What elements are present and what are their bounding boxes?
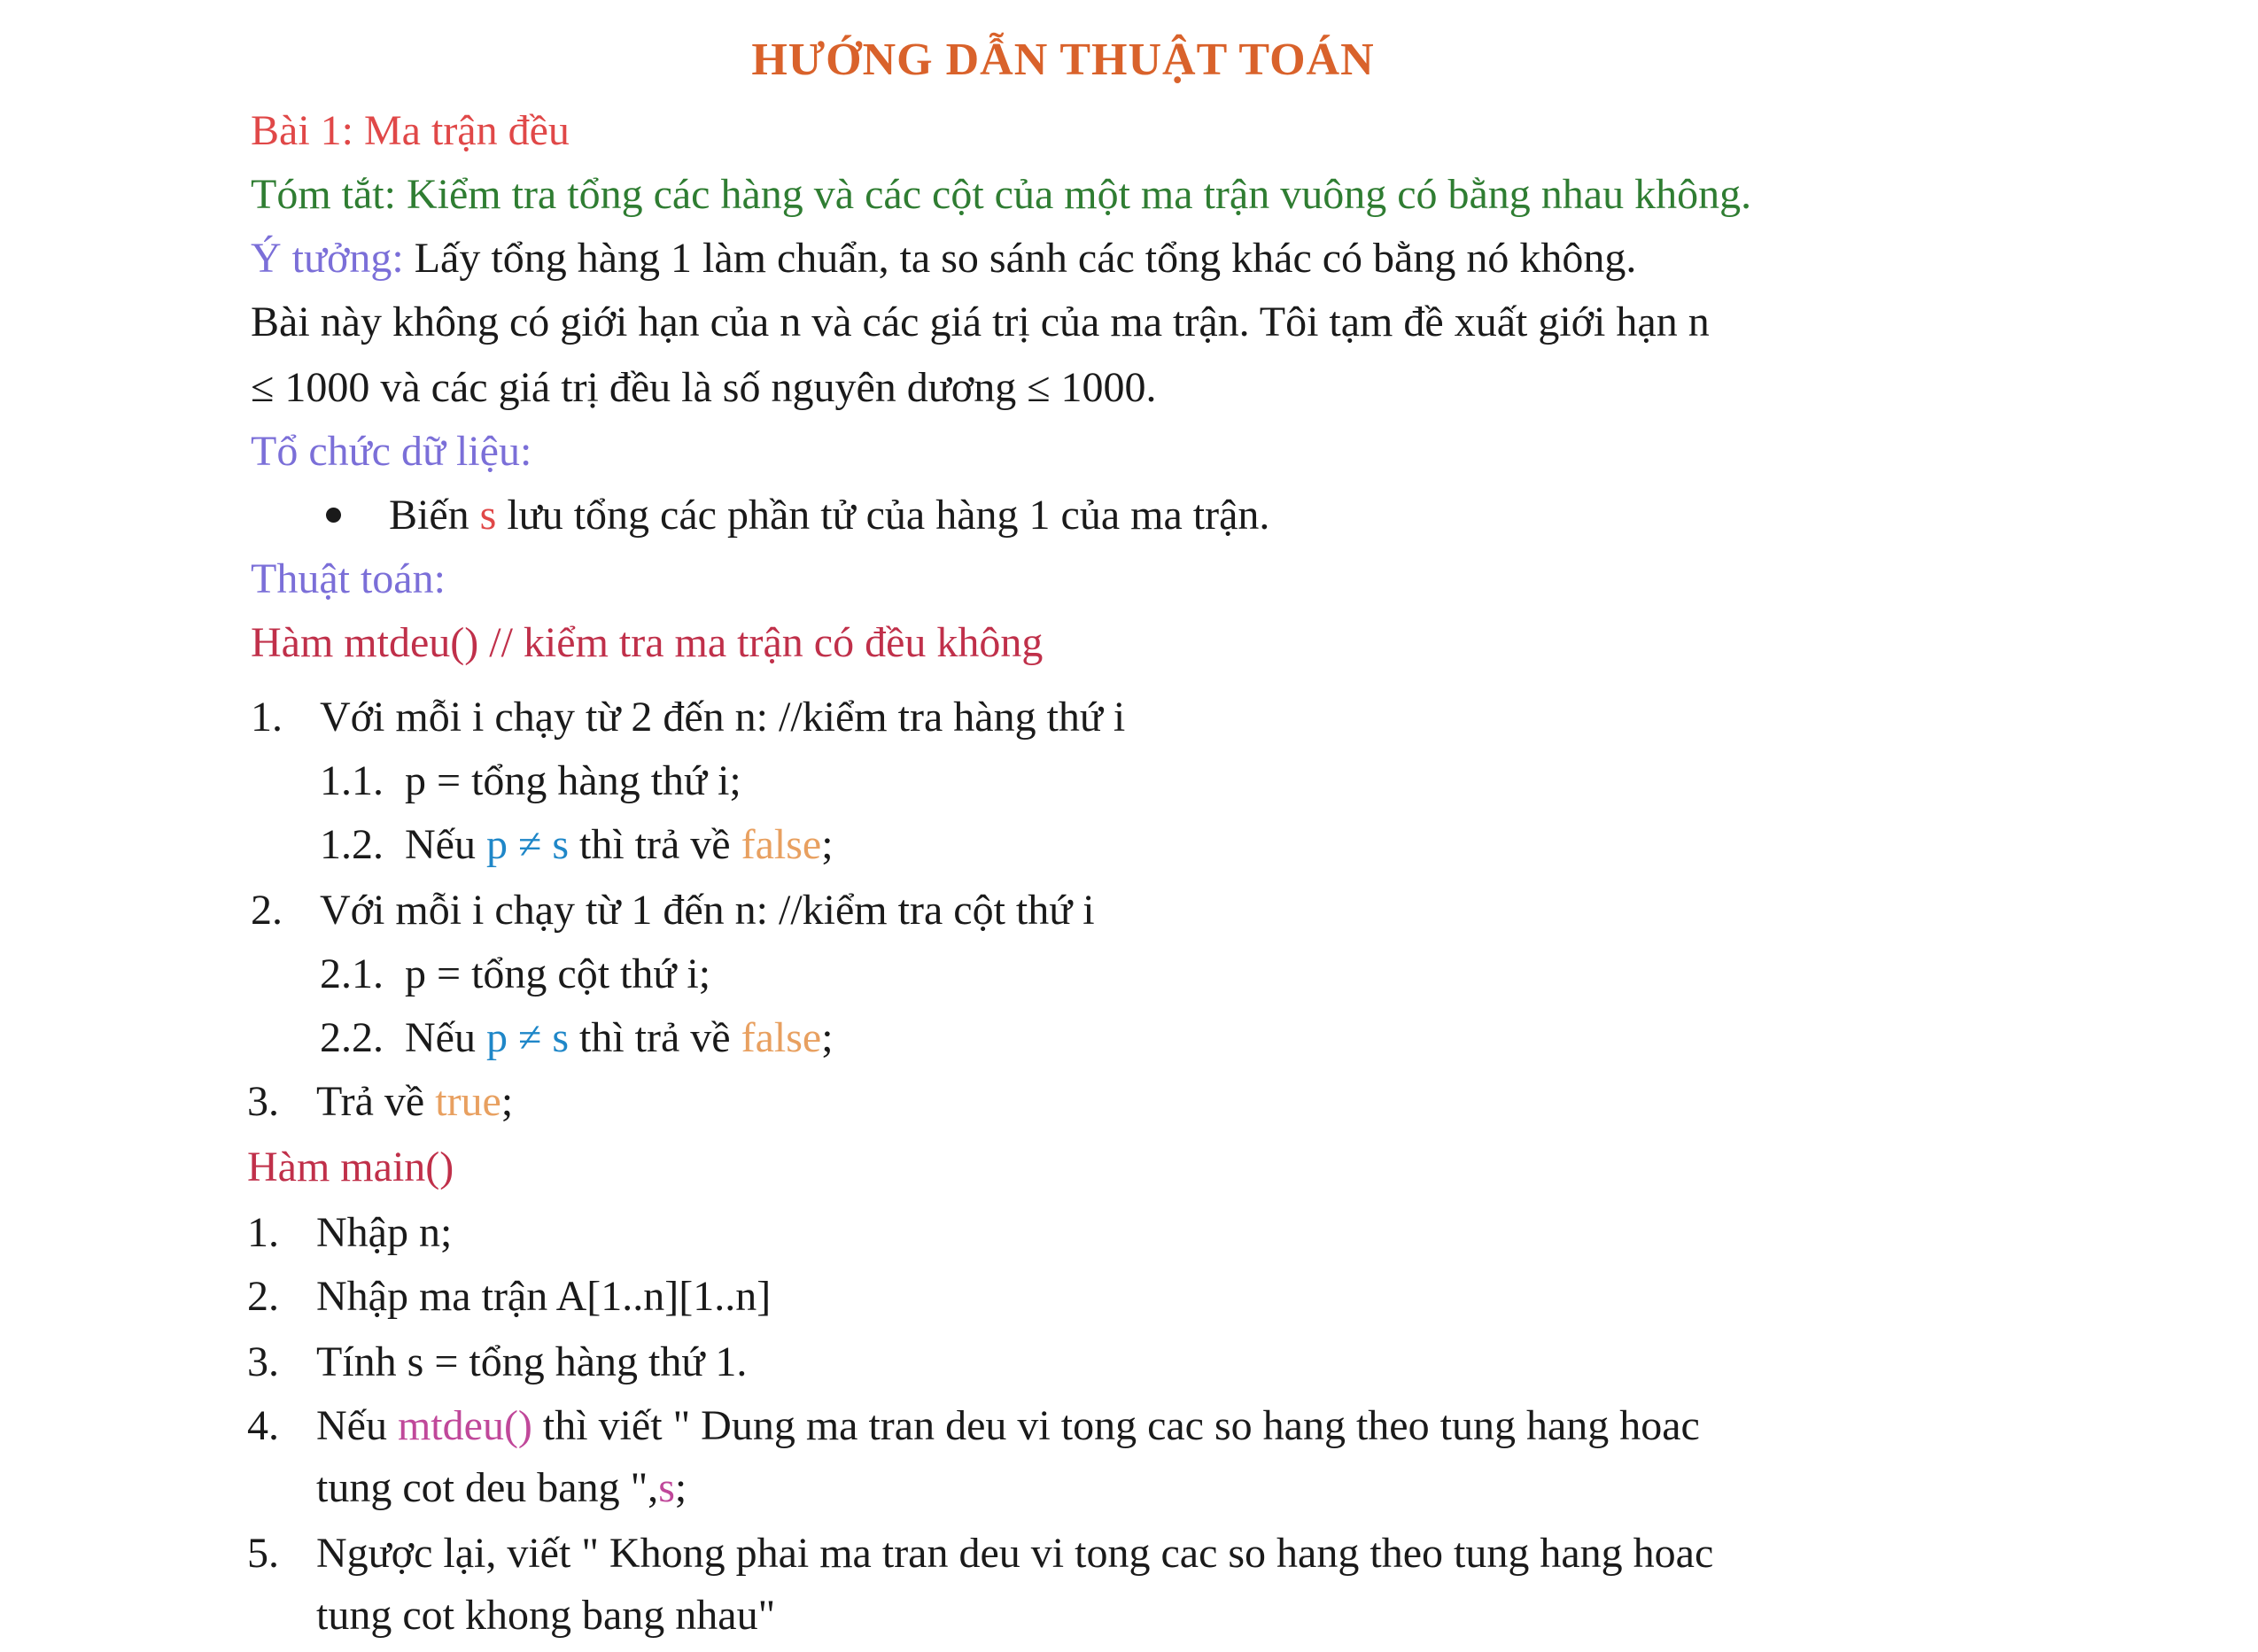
step-mid: thì trả về (569, 821, 741, 868)
condition-expression: p ≠ s (485, 1014, 569, 1061)
step-cont-pre: tung cot deu bang ", (316, 1464, 659, 1511)
step-pre: Nếu (405, 1014, 486, 1061)
idea-text: Lấy tổng hàng 1 làm chuẩn, ta so sánh các tổng khác có bằng nó không. (403, 235, 1637, 282)
step-number: 1. (251, 694, 283, 741)
step-end: ; (821, 821, 834, 868)
step-text: Nhập n; (316, 1209, 453, 1256)
mtdeu-step-3 (247, 1075, 513, 1128)
main-step-5 (247, 1527, 1713, 1580)
function-call-mtdeu: mtdeu() (397, 1402, 532, 1449)
main-step-4-continuation (316, 1462, 687, 1515)
mtdeu-step-1-1 (320, 755, 741, 808)
main-step-5-continuation: tung cot khong bang nhau" (316, 1592, 776, 1639)
function-main-heading: Hàm main() (247, 1144, 454, 1191)
step-number: 1.1. (320, 757, 384, 804)
data-org-post: lưu tổng các phần tử của hàng 1 của ma trận. (496, 492, 1270, 539)
function-mtdeu-heading: Hàm mtdeu() // kiểm tra ma trận có đều không (251, 619, 1044, 666)
problem-heading: Bài 1: Ma trận đều (251, 107, 570, 154)
mtdeu-step-1 (251, 691, 1125, 744)
step-number: 1. (247, 1209, 279, 1256)
mtdeu-step-1-2 (320, 818, 834, 872)
step-end: ; (821, 1014, 834, 1061)
step-number: 4. (247, 1402, 279, 1449)
step-pre: Trả về (316, 1078, 436, 1125)
step-text: Nhập ma trận A[1..n][1..n] (316, 1273, 772, 1320)
step-cont-end: ; (674, 1464, 687, 1511)
mtdeu-step-2-1 (320, 948, 710, 1001)
summary-text: Tóm tắt: Kiểm tra tổng các hàng và các cột của một ma trận vuông có bằng nhau không. (251, 171, 1752, 218)
step-number: 3. (247, 1078, 279, 1125)
step-text: Với mỗi i chạy từ 1 đến n: //kiểm tra cột thứ i (320, 887, 1095, 934)
main-step-2 (247, 1270, 771, 1323)
bullet-icon (326, 508, 341, 523)
condition-expression: p ≠ s (485, 821, 569, 868)
idea-line (251, 232, 1636, 285)
step-text: p = tổng hàng thứ i; (405, 757, 741, 804)
step-pre: Nếu (316, 1402, 398, 1449)
step-text: Ngược lại, viết " Khong phai ma tran deu vi tong cac so hang theo tung hang hoac (316, 1530, 1714, 1577)
literal-false: false (741, 1014, 822, 1061)
step-text: Tính s = tổng hàng thứ 1. (316, 1338, 748, 1385)
variable-s: s (658, 1464, 675, 1511)
data-organization-label: Tổ chức dữ liệu: (251, 428, 532, 475)
step-text: Với mỗi i chạy từ 2 đến n: //kiểm tra hàng thứ i (320, 694, 1126, 741)
main-step-4 (247, 1400, 1700, 1453)
step-number: 2.2. (320, 1014, 384, 1061)
step-number: 2. (247, 1273, 279, 1320)
literal-true: true (435, 1078, 501, 1125)
step-mid: thì trả về (569, 1014, 741, 1061)
mtdeu-step-2-2 (320, 1012, 834, 1065)
data-organization-item (326, 489, 1269, 542)
algorithm-label: Thuật toán: (251, 555, 446, 602)
data-org-var: s (479, 492, 497, 539)
main-step-3 (247, 1336, 747, 1389)
step-number: 3. (247, 1338, 279, 1385)
limits-line-1: Bài này không có giới hạn của n và các giá trị của ma trận. Tôi tạm đề xuất giới hạn n (251, 299, 1710, 345)
step-pre: Nếu (405, 821, 486, 868)
literal-false: false (741, 821, 822, 868)
step-text: p = tổng cột thứ i; (405, 950, 711, 997)
page-title: HƯỚNG DẪN THUẬT TOÁN (751, 35, 1375, 85)
step-end: ; (500, 1078, 514, 1125)
data-org-pre: Biến (389, 492, 480, 539)
idea-label: Ý tưởng: (251, 235, 404, 282)
step-number: 5. (247, 1530, 279, 1577)
step-text: thì viết " Dung ma tran deu vi tong cac so hang theo tung hang hoac (532, 1402, 1700, 1449)
mtdeu-step-2 (251, 884, 1095, 937)
main-step-1 (247, 1206, 452, 1260)
step-number: 1.2. (320, 821, 384, 868)
step-number: 2. (251, 887, 283, 934)
step-number: 2.1. (320, 950, 384, 997)
limits-line-2: ≤ 1000 và các giá trị đều là số nguyên dương ≤ 1000. (251, 364, 1157, 411)
